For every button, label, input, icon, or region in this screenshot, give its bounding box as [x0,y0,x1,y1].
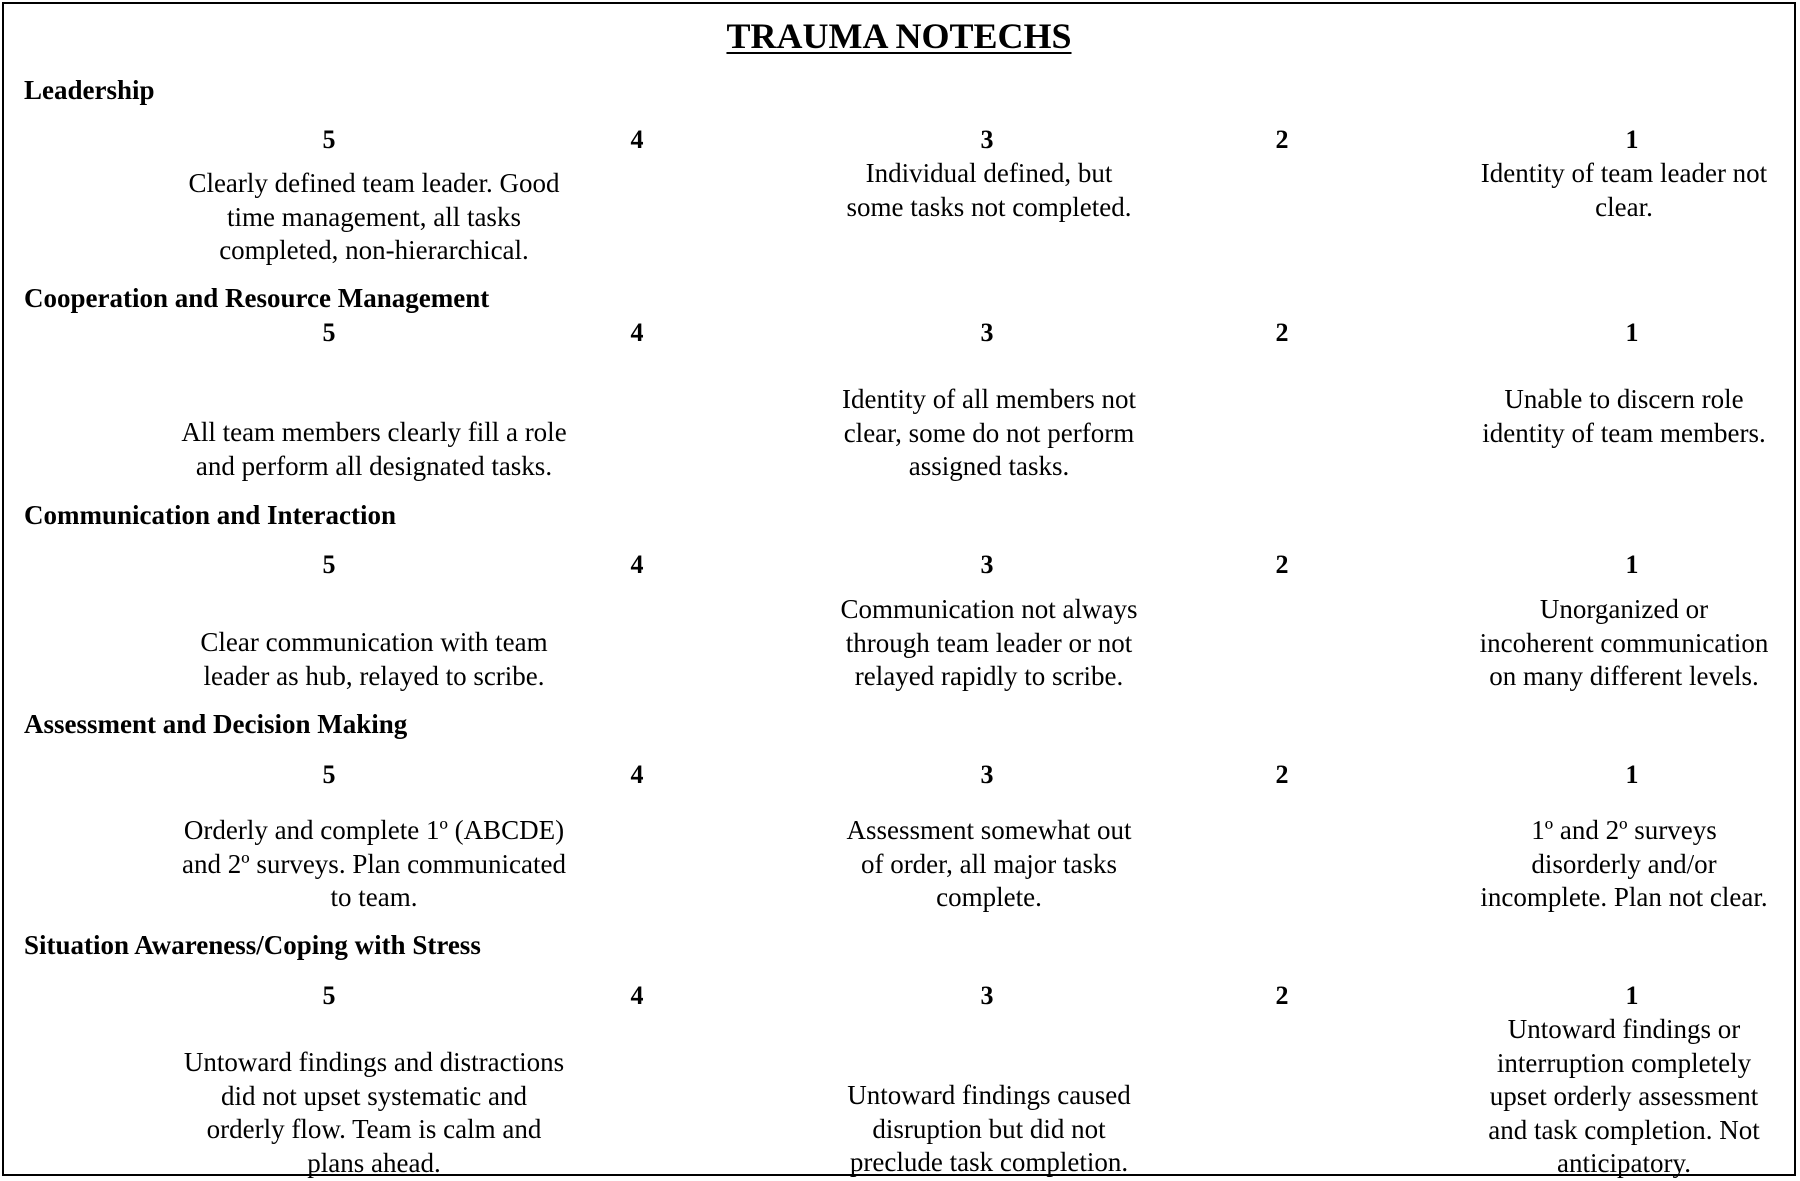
section-heading-situation-awareness: Situation Awareness/Coping with Stress [24,930,481,960]
description-line: Clearly defined team leader. Good [188,168,560,198]
description-line: on many different levels. [1489,661,1759,691]
score-5-assessment: 5 [322,760,336,789]
description-line: clear, some do not perform [843,417,1135,448]
page-title: TRAUMA NOTECHS [726,16,1072,56]
score-5-communication: 5 [322,550,336,579]
description-line: Unable to discern role [1504,384,1744,414]
description-line: interruption completely [1496,1047,1752,1078]
description-line: Untoward findings or [1507,1014,1741,1044]
description-5-communication [154,626,594,693]
score-3-communication: 3 [980,550,994,579]
description-line: anticipatory. [1557,1148,1691,1178]
description-1-situation-awareness [1454,1013,1794,1181]
description-line: Unorganized or [1539,594,1709,624]
score-3-leadership: 3 [980,125,994,154]
score-4-cooperation: 4 [630,318,644,347]
description-1-assessment [1454,814,1794,915]
description-3-situation-awareness [804,1079,1174,1180]
description-line: of order, all major tasks [860,848,1118,879]
score-4-communication: 4 [630,550,644,579]
description-1-leadership [1454,157,1794,224]
description-line: assigned tasks. [908,451,1070,481]
description-line: preclude task completion. [849,1147,1129,1177]
description-line: through team leader or not [845,627,1133,658]
score-4-assessment: 4 [630,760,644,789]
description-line: did not upset systematic and [221,1080,527,1111]
score-1-communication: 1 [1625,550,1639,579]
score-2-cooperation: 2 [1275,318,1289,347]
score-2-situation-awareness: 2 [1275,981,1289,1010]
description-line: disorderly and/or [1531,848,1717,879]
description-line: Clear communication with team [200,627,548,657]
description-line: clear. [1595,191,1653,222]
description-line: upset orderly assessment [1489,1081,1759,1111]
description-5-leadership [154,167,594,268]
description-line: identity of team members. [1482,417,1766,448]
description-line: and perform all designated tasks. [195,450,553,481]
score-4-situation-awareness: 4 [630,981,644,1010]
description-line: All team members clearly fill a role [181,417,567,447]
score-2-assessment: 2 [1275,760,1289,789]
section-heading-assessment: Assessment and Decision Making [24,709,408,739]
description-line: time management, all tasks [227,201,521,232]
description-line: disruption but did not [872,1113,1106,1144]
score-1-leadership: 1 [1625,125,1639,154]
description-5-assessment [154,814,594,915]
description-line: Identity of all members not [842,384,1136,414]
description-line: Assessment somewhat out [846,815,1132,845]
score-4-leadership: 4 [630,125,644,154]
description-line: some tasks not completed. [846,191,1132,222]
description-line: to team. [330,882,418,912]
score-5-cooperation: 5 [322,318,336,347]
score-2-leadership: 2 [1275,125,1289,154]
description-3-assessment [804,814,1174,915]
description-line: relayed rapidly to scribe. [854,661,1124,691]
score-3-situation-awareness: 3 [980,981,994,1010]
description-line: Untoward findings caused [847,1080,1131,1110]
description-5-cooperation [154,416,594,483]
description-line: leader as hub, relayed to scribe. [203,660,545,691]
description-3-cooperation [804,383,1174,484]
description-line: Identity of team leader not [1480,158,1768,188]
description-1-cooperation [1454,383,1794,450]
notechs-form [2,2,1796,1176]
score-2-communication: 2 [1275,550,1289,579]
description-line: orderly flow. Team is calm and [206,1114,542,1144]
section-heading-communication: Communication and Interaction [24,500,397,530]
description-line: 1º and 2º surveys [1531,815,1717,845]
description-line: Untoward findings and distractions [183,1047,565,1077]
description-line: Individual defined, but [865,158,1113,188]
section-heading-cooperation: Cooperation and Resource Management [24,283,490,313]
description-line: Orderly and complete 1º (ABCDE) [183,815,565,845]
score-1-assessment: 1 [1625,760,1639,789]
description-line: and task completion. Not [1488,1114,1760,1145]
description-1-communication [1454,593,1794,694]
description-3-communication [804,593,1174,694]
score-1-cooperation: 1 [1625,318,1639,347]
description-line: incomplete. Plan not clear. [1480,882,1768,912]
score-5-situation-awareness: 5 [322,981,336,1010]
description-line: completed, non-hierarchical. [219,235,529,265]
description-3-leadership [804,157,1174,224]
score-1-situation-awareness: 1 [1625,981,1639,1010]
description-line: complete. [936,882,1042,912]
score-3-assessment: 3 [980,760,994,789]
section-heading-leadership: Leadership [24,75,155,105]
description-line: Communication not always [840,594,1138,624]
description-5-situation-awareness [154,1046,594,1180]
description-line: incoherent communication [1479,627,1769,658]
description-line: plans ahead. [307,1147,441,1178]
score-5-leadership: 5 [322,125,336,154]
score-3-cooperation: 3 [980,318,994,347]
description-line: and 2º surveys. Plan communicated [181,848,567,879]
